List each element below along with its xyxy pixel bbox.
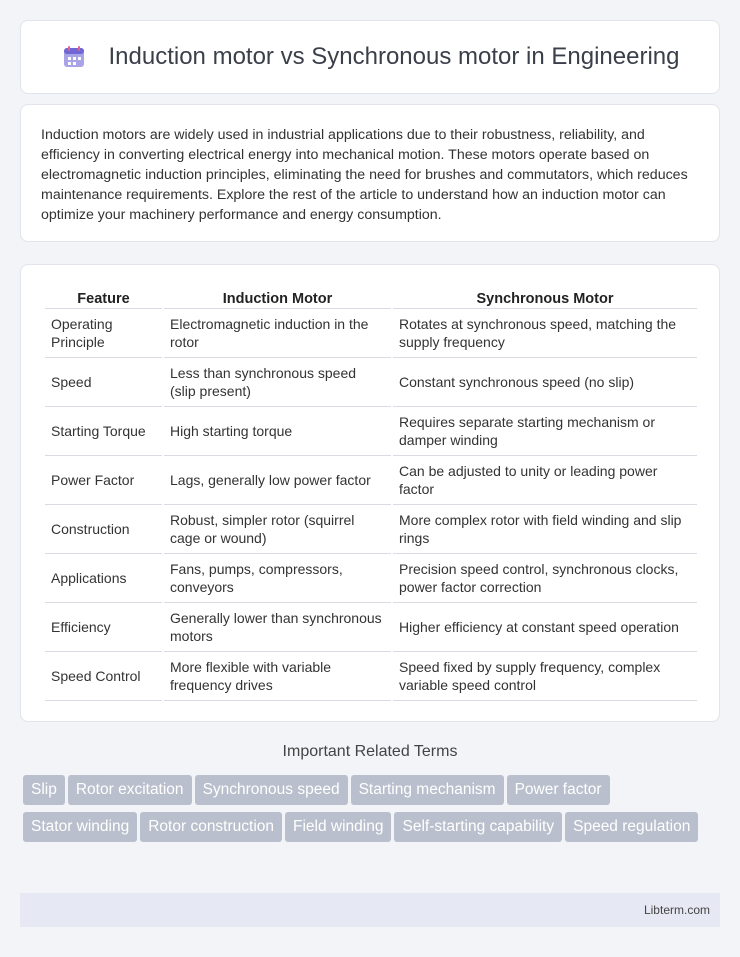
footer [20,893,720,927]
table-cell: Rotates at synchronous speed, matching the supply frequency [393,309,697,358]
term-tag-self-starting-capability[interactable]: Self-starting capability [394,812,562,842]
table-cell: Applications [45,554,162,603]
term-tag-rotor-construction[interactable]: Rotor construction [140,812,282,842]
term-tag-stator-winding[interactable]: Stator winding [23,812,137,842]
term-tag-slip[interactable]: Slip [23,775,65,805]
table-row [45,309,697,358]
table-cell: Starting Torque [45,407,162,456]
table-row [45,505,697,554]
table-row [45,554,697,603]
column-header-induction: Induction Motor [164,285,391,309]
column-header-feature: Feature [45,285,162,309]
table-cell: Speed [45,358,162,407]
table-row [45,358,697,407]
related-terms-title: Important Related Terms [282,743,458,760]
table-header-row [45,285,697,309]
table-cell: Speed Control [45,652,162,701]
comparison-table [43,285,699,701]
table-row [45,456,697,505]
table-cell: Precision speed control, synchronous clocks, power factor correction [393,554,697,603]
footer-site-link[interactable]: Libterm.com [643,903,710,917]
table-cell: Generally lower than synchronous motors [164,603,391,652]
table-cell: Constant synchronous speed (no slip) [393,358,697,407]
table-cell: Operating Principle [45,309,162,358]
table-cell: Higher efficiency at constant speed operation [393,603,697,652]
term-tag-field-winding[interactable]: Field winding [285,812,391,842]
intro-paragraph: Induction motors are widely used in industrial applications due to their robustness, reliability, and efficiency in converting electrical energy into mechanical motion. These motors operate based on electromagnetic induction principles, eliminating the need for brushes and commutators, which reduces maintenance requirements. Explore the rest of the article to understand how an induction motor can optimize your machinery performance and energy consumption. [41,127,688,223]
table-cell: More complex rotor with field winding and slip rings [393,505,697,554]
table-cell: Can be adjusted to unity or leading power factor [393,456,697,505]
table-cell: Robust, simpler rotor (squirrel cage or wound) [164,505,391,554]
table-cell: High starting torque [164,407,391,456]
table-cell: Construction [45,505,162,554]
table-cell: Speed fixed by supply frequency, complex variable speed control [393,652,697,701]
calendar-icon [61,44,87,70]
term-tag-starting-mechanism[interactable]: Starting mechanism [351,775,504,805]
term-tag-speed-regulation[interactable]: Speed regulation [565,812,698,842]
intro-card [20,104,720,242]
page-title: Induction motor vs Synchronous motor in Engineering [108,43,680,70]
related-terms-list [23,775,723,849]
table-cell: Power Factor [45,456,162,505]
table-row [45,652,697,701]
table-cell: Efficiency [45,603,162,652]
table-row [45,407,697,456]
table-row [45,603,697,652]
table-cell: Requires separate starting mechanism or damper winding [393,407,697,456]
table-cell: Lags, generally low power factor [164,456,391,505]
comparison-table-card [20,264,720,722]
table-cell: Less than synchronous speed (slip present) [164,358,391,407]
table-cell: Electromagnetic induction in the rotor [164,309,391,358]
column-header-synchronous: Synchronous Motor [393,285,697,309]
header-card [20,20,720,94]
table-cell: More flexible with variable frequency drives [164,652,391,701]
term-tag-synchronous-speed[interactable]: Synchronous speed [195,775,348,805]
term-tag-rotor-excitation[interactable]: Rotor excitation [68,775,192,805]
table-cell: Fans, pumps, compressors, conveyors [164,554,391,603]
term-tag-power-factor[interactable]: Power factor [507,775,610,805]
